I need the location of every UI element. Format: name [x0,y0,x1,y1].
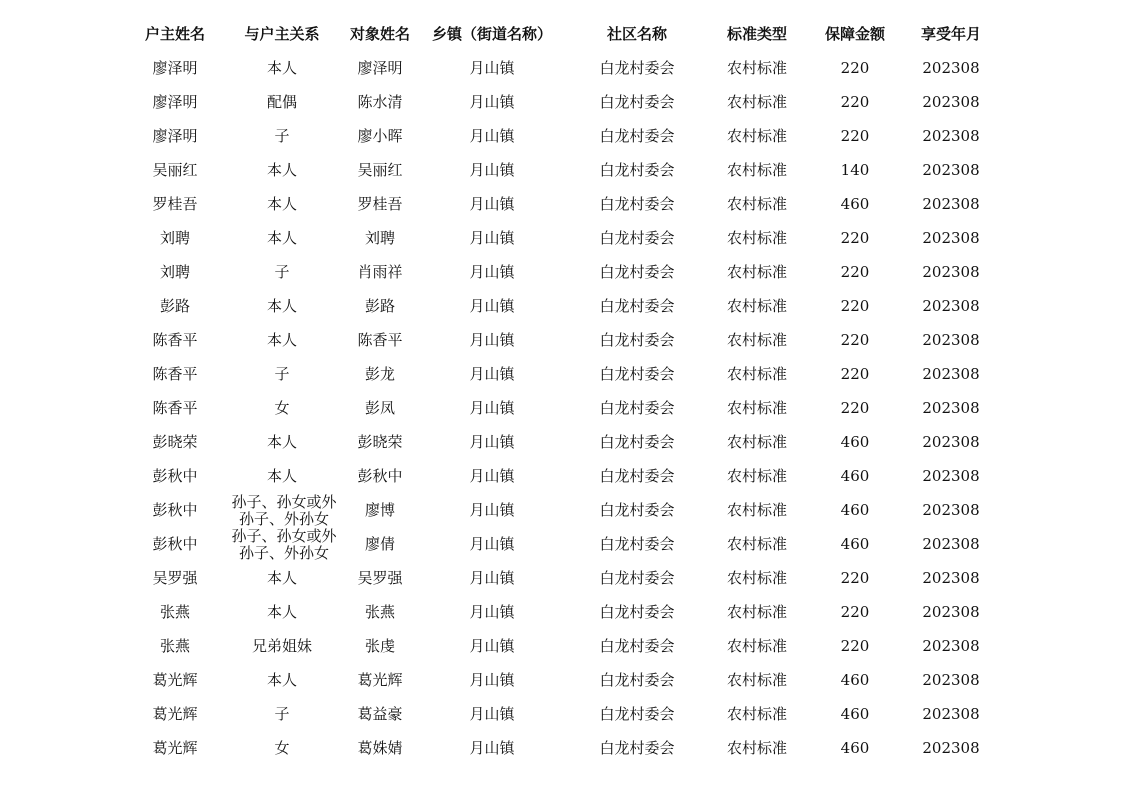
standard-type-cell: 农村标准 [726,398,787,417]
community-cell: 白龙村委会 [599,92,675,111]
year-month-cell: 202308 [922,602,980,621]
householder-name-cell: 彭晓荣 [152,432,198,451]
relationship-cell: 女 [274,398,290,417]
recipient-name-cell: 廖小晖 [357,126,403,145]
township-cell: 月山镇 [469,364,515,383]
table-row [120,289,1020,323]
table-row [120,187,1020,221]
year-month-cell: 202308 [922,228,980,247]
recipient-name-cell: 张虔 [364,636,395,655]
relationship-cell: 女 [274,738,290,757]
year-month-cell: 202308 [922,364,980,383]
table-row [120,459,1020,493]
year-month-cell: 202308 [922,194,980,213]
relationship-cell: 子 [274,704,290,723]
standard-type-cell: 农村标准 [726,636,787,655]
year-month-cell: 202308 [922,126,980,145]
householder-name-cell: 葛光辉 [152,738,198,757]
relationship-cell: 本人 [266,568,297,587]
relationship-cell: 本人 [266,602,297,621]
year-month-cell: 202308 [922,58,980,77]
amount-cell: 460 [840,738,870,757]
standard-type-cell: 农村标准 [726,92,787,111]
recipient-name-cell: 肖雨祥 [357,262,403,281]
amount-cell: 220 [840,126,870,145]
table-row [120,51,1020,85]
table-row [120,357,1020,391]
standard-type-cell: 农村标准 [726,568,787,587]
year-month-cell: 202308 [922,160,980,179]
standard-type-cell: 农村标准 [726,58,787,77]
recipient-name-cell: 廖倩 [364,534,395,553]
standard-type-cell: 农村标准 [726,738,787,757]
standard-type-cell: 农村标准 [726,194,787,213]
amount-cell: 460 [840,534,870,553]
relationship-cell: 子 [274,126,290,145]
table-header-row [120,17,1020,51]
relationship-cell: 子 [274,364,290,383]
amount-cell: 460 [840,432,870,451]
householder-name-cell: 葛光辉 [152,670,198,689]
table-row [120,221,1020,255]
township-cell: 月山镇 [469,58,515,77]
year-month-cell: 202308 [922,92,980,111]
township-cell: 月山镇 [469,296,515,315]
recipient-name-cell: 陈水清 [357,92,403,111]
relationship-cell: 本人 [266,330,297,349]
standard-type-cell: 农村标准 [726,534,787,553]
standard-type-cell: 农村标准 [726,126,787,145]
year-month-cell: 202308 [922,330,980,349]
householder-name-cell: 吴丽红 [152,160,198,179]
householder-name-cell: 彭路 [159,296,190,315]
amount-cell: 220 [840,364,870,383]
amount-cell: 220 [840,636,870,655]
community-cell: 白龙村委会 [599,568,675,587]
year-month-cell: 202308 [922,500,980,519]
standard-type-cell: 农村标准 [726,262,787,281]
householder-name-cell: 罗桂吾 [152,194,198,213]
amount-cell: 460 [840,194,870,213]
records-table [120,17,1020,765]
community-cell: 白龙村委会 [599,500,675,519]
standard-type-cell: 农村标准 [726,500,787,519]
community-cell: 白龙村委会 [599,194,675,213]
township-cell: 月山镇 [469,500,515,519]
township-cell: 月山镇 [469,602,515,621]
relationship-cell: 兄弟姐妹 [251,636,312,655]
table-row [120,731,1020,765]
recipient-name-cell: 刘聘 [364,228,395,247]
year-month-cell: 202308 [922,466,980,485]
householder-name-cell: 张燕 [159,636,190,655]
community-cell: 白龙村委会 [599,534,675,553]
township-cell: 月山镇 [469,738,515,757]
header-township: 乡镇（街道名称） [431,24,552,43]
header-relationship: 与户主关系 [244,24,320,43]
year-month-cell: 202308 [922,704,980,723]
table-row [120,391,1020,425]
amount-cell: 220 [840,398,870,417]
header-householder-name: 户主姓名 [144,24,205,43]
township-cell: 月山镇 [469,126,515,145]
table-row [120,323,1020,357]
amount-cell: 220 [840,330,870,349]
community-cell: 白龙村委会 [599,296,675,315]
recipient-name-cell: 陈香平 [357,330,403,349]
relationship-cell: 本人 [266,432,297,451]
community-cell: 白龙村委会 [599,636,675,655]
relationship-cell: 配偶 [266,92,297,111]
table-row [120,595,1020,629]
community-cell: 白龙村委会 [599,228,675,247]
community-cell: 白龙村委会 [599,330,675,349]
relationship-cell: 本人 [266,194,297,213]
recipient-name-cell: 彭秋中 [357,466,403,485]
householder-name-cell: 廖泽明 [152,92,198,111]
township-cell: 月山镇 [469,704,515,723]
householder-name-cell: 陈香平 [152,330,198,349]
table-row [120,527,1020,561]
amount-cell: 220 [840,568,870,587]
community-cell: 白龙村委会 [599,602,675,621]
recipient-name-cell: 彭晓荣 [357,432,403,451]
township-cell: 月山镇 [469,568,515,587]
standard-type-cell: 农村标准 [726,602,787,621]
table-row [120,255,1020,289]
householder-name-cell: 彭秋中 [152,466,198,485]
township-cell: 月山镇 [469,636,515,655]
relationship-cell: 本人 [266,58,297,77]
community-cell: 白龙村委会 [599,432,675,451]
relationship-cell: 本人 [266,228,297,247]
township-cell: 月山镇 [469,228,515,247]
table-row [120,629,1020,663]
year-month-cell: 202308 [922,568,980,587]
table-row [120,493,1020,527]
recipient-name-cell: 罗桂吾 [357,194,403,213]
amount-cell: 460 [840,704,870,723]
recipient-name-cell: 廖博 [364,500,395,519]
recipient-name-cell: 彭龙 [364,364,395,383]
township-cell: 月山镇 [469,398,515,417]
standard-type-cell: 农村标准 [726,364,787,383]
header-recipient-name: 对象姓名 [349,24,410,43]
amount-cell: 140 [840,160,870,179]
relationship-cell: 子 [274,262,290,281]
year-month-cell: 202308 [922,432,980,451]
amount-cell: 220 [840,262,870,281]
township-cell: 月山镇 [469,670,515,689]
table-row [120,697,1020,731]
community-cell: 白龙村委会 [599,364,675,383]
standard-type-cell: 农村标准 [726,160,787,179]
amount-cell: 220 [840,92,870,111]
householder-name-cell: 彭秋中 [152,534,198,553]
amount-cell: 460 [840,500,870,519]
community-cell: 白龙村委会 [599,398,675,417]
township-cell: 月山镇 [469,330,515,349]
standard-type-cell: 农村标准 [726,330,787,349]
table-row [120,153,1020,187]
standard-type-cell: 农村标准 [726,466,787,485]
header-community: 社区名称 [606,24,667,43]
community-cell: 白龙村委会 [599,262,675,281]
community-cell: 白龙村委会 [599,466,675,485]
table-row [120,85,1020,119]
householder-name-cell: 廖泽明 [152,58,198,77]
table-row [120,425,1020,459]
amount-cell: 460 [840,670,870,689]
amount-cell: 460 [840,466,870,485]
standard-type-cell: 农村标准 [726,432,787,451]
community-cell: 白龙村委会 [599,738,675,757]
recipient-name-cell: 吴丽红 [357,160,403,179]
township-cell: 月山镇 [469,432,515,451]
recipient-name-cell: 彭凤 [364,398,395,417]
amount-cell: 220 [840,296,870,315]
standard-type-cell: 农村标准 [726,670,787,689]
township-cell: 月山镇 [469,92,515,111]
community-cell: 白龙村委会 [599,58,675,77]
year-month-cell: 202308 [922,398,980,417]
recipient-name-cell: 吴罗强 [357,568,403,587]
community-cell: 白龙村委会 [599,670,675,689]
township-cell: 月山镇 [469,160,515,179]
header-year-month: 享受年月 [920,24,981,43]
header-standard-type: 标准类型 [726,24,787,43]
year-month-cell: 202308 [922,296,980,315]
year-month-cell: 202308 [922,636,980,655]
recipient-name-cell: 葛姝婧 [357,738,403,757]
relationship-cell: 孙子、孙女或外孙子、外孙女 [231,493,337,528]
community-cell: 白龙村委会 [599,704,675,723]
householder-name-cell: 刘聘 [159,262,190,281]
year-month-cell: 202308 [922,738,980,757]
table-row [120,561,1020,595]
householder-name-cell: 刘聘 [159,228,190,247]
recipient-name-cell: 葛益豪 [357,704,403,723]
recipient-name-cell: 葛光辉 [357,670,403,689]
community-cell: 白龙村委会 [599,126,675,145]
relationship-cell: 本人 [266,466,297,485]
householder-name-cell: 彭秋中 [152,500,198,519]
table-row [120,663,1020,697]
township-cell: 月山镇 [469,466,515,485]
householder-name-cell: 陈香平 [152,398,198,417]
recipient-name-cell: 廖泽明 [357,58,403,77]
relationship-cell: 孙子、孙女或外孙子、外孙女 [231,527,337,562]
township-cell: 月山镇 [469,534,515,553]
householder-name-cell: 陈香平 [152,364,198,383]
householder-name-cell: 廖泽明 [152,126,198,145]
township-cell: 月山镇 [469,194,515,213]
relationship-cell: 本人 [266,670,297,689]
relationship-cell: 本人 [266,160,297,179]
householder-name-cell: 葛光辉 [152,704,198,723]
recipient-name-cell: 张燕 [364,602,395,621]
amount-cell: 220 [840,602,870,621]
householder-name-cell: 张燕 [159,602,190,621]
recipient-name-cell: 彭路 [364,296,395,315]
community-cell: 白龙村委会 [599,160,675,179]
relationship-cell: 本人 [266,296,297,315]
standard-type-cell: 农村标准 [726,228,787,247]
amount-cell: 220 [840,228,870,247]
standard-type-cell: 农村标准 [726,296,787,315]
table-body [120,51,1020,765]
year-month-cell: 202308 [922,262,980,281]
householder-name-cell: 吴罗强 [152,568,198,587]
year-month-cell: 202308 [922,670,980,689]
township-cell: 月山镇 [469,262,515,281]
header-amount: 保障金额 [824,24,885,43]
year-month-cell: 202308 [922,534,980,553]
standard-type-cell: 农村标准 [726,704,787,723]
table-row [120,119,1020,153]
amount-cell: 220 [840,58,870,77]
